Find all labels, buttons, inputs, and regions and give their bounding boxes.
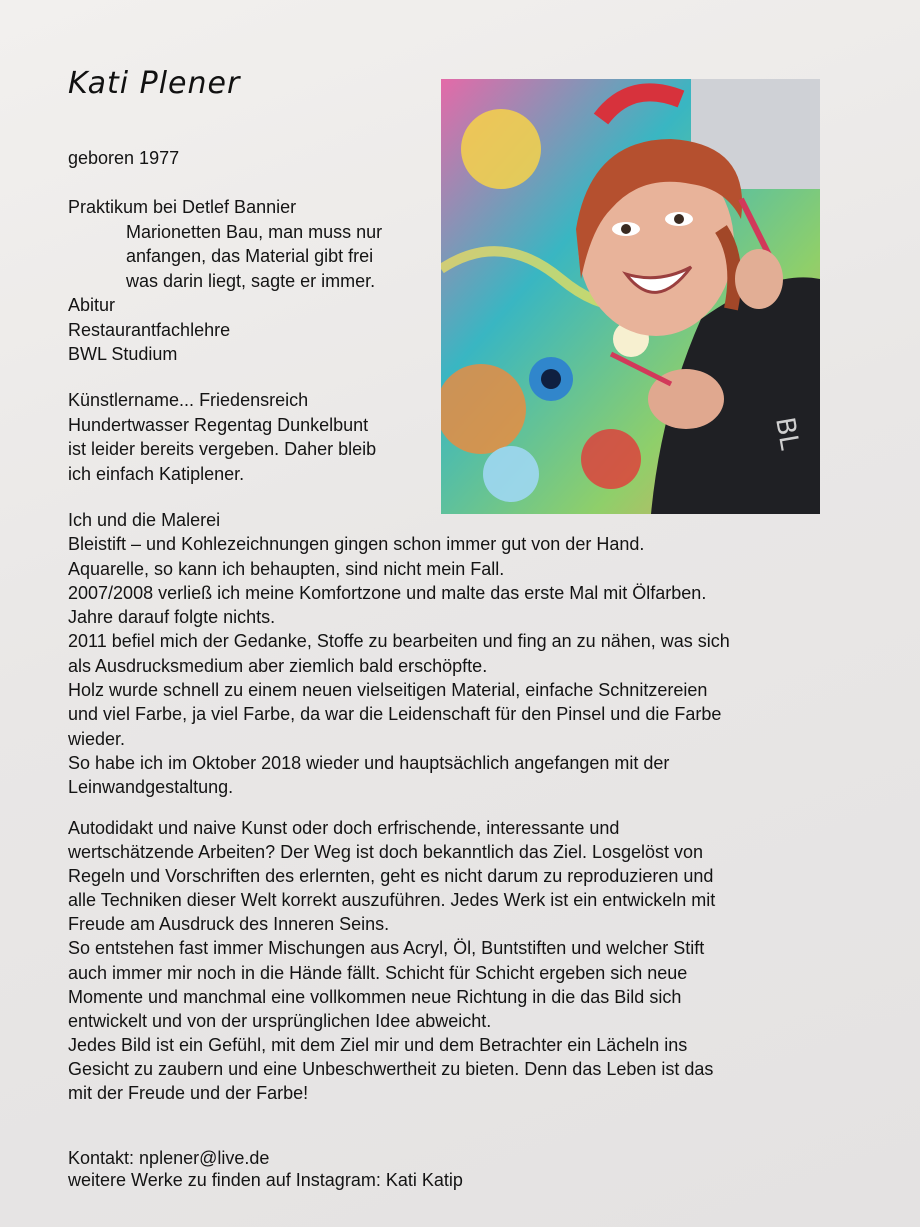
painting-line: Leinwandgestaltung. [68, 777, 234, 798]
quote-line: Marionetten Bau, man muss nur [126, 221, 383, 242]
career-section [68, 195, 448, 367]
career-item: Restaurantfachlehre [68, 319, 231, 340]
style-line: Momente und manchmal eine vollkommen neue Richtung in die das Bild sich [68, 986, 682, 1007]
portrait-illustration [441, 79, 820, 514]
painting-line: und viel Farbe, ja viel Farbe, da war die Leidenschaft für den Pinsel und die Farbe [68, 704, 722, 725]
quote-line: anfangen, das Material gibt frei [126, 246, 374, 266]
style-line: Gesicht zu zaubern und eine Unbeschwertheit zu bieten. Denn das Leben ist das [68, 1058, 714, 1079]
painting-line: Jahre darauf folgte nichts. [68, 607, 276, 628]
style-line: Jedes Bild ist ein Gefühl, mit dem Ziel mir und dem Betrachter ein Lächeln ins [68, 1034, 688, 1055]
painting-line: 2011 befiel mich der Gedanke, Stoffe zu bearbeiten und fing an zu nähen, was sich [68, 631, 730, 652]
artist-name-line: Hundertwasser Regentag Dunkelbunt [68, 414, 369, 435]
style-line: mit der Freude und der Farbe! [68, 1083, 309, 1104]
contact-section [68, 1147, 463, 1191]
quote-line: was darin liegt, sagte er immer. [126, 270, 376, 291]
portrait-photo [441, 79, 820, 514]
page-title: Kati Plener [68, 66, 241, 101]
artist-name-section [68, 388, 438, 486]
style-line: Regeln und Vorschriften des erlernten, geht es nicht darum zu reproduzieren und [68, 866, 714, 887]
style-line: entwickelt und von der ursprünglichen Idee abweicht. [68, 1010, 492, 1031]
birth-year-text: geboren 1977 [68, 148, 180, 168]
contact-instagram-line: weitere Werke zu finden auf Instagram: Kati Katip [68, 1170, 463, 1190]
style-line: Freude am Ausdruck des Inneren Seins. [68, 914, 390, 935]
contact-email-line: Kontakt: nplener@live.de [68, 1148, 270, 1168]
career-item: BWL Studium [68, 344, 178, 364]
painting-line: Holz wurde schnell zu einem neuen vielseitigen Material, einfache Schnitzereien [68, 680, 708, 701]
painting-line: So habe ich im Oktober 2018 wieder und hauptsächlich angefangen mit der [68, 752, 670, 773]
painting-line: Bleistift – und Kohlezeichnungen gingen schon immer gut von der Hand. [68, 534, 645, 555]
painting-line: Aquarelle, so kann ich behaupten, sind nicht mein Fall. [68, 558, 505, 579]
style-line: wertschätzende Arbeiten? Der Weg ist doch bekanntlich das Ziel. Losgelöst von [68, 842, 704, 863]
style-line: alle Techniken dieser Welt korrekt auszuführen. Jedes Werk ist ein entwickeln mit [68, 890, 716, 911]
painting-section [68, 508, 848, 800]
svg-text:BL: BL [769, 415, 805, 453]
style-line: auch immer mir noch in die Hände fällt. Schicht für Schicht ergeben sich neue [68, 962, 688, 983]
painting-line: 2007/2008 verließ ich meine Komfortzone und malte das erste Mal mit Ölfarben. [68, 582, 707, 603]
painting-line: wieder. [68, 728, 126, 749]
style-line: Autodidakt und naive Kunst oder doch erfrischende, interessante und [68, 818, 620, 838]
style-section [68, 816, 848, 1105]
artist-name-line: ist leider bereits vergeben. Daher bleib [68, 439, 377, 459]
career-item: Abitur [68, 295, 116, 315]
style-line: So entstehen fast immer Mischungen aus Acryl, Öl, Buntstiften und welcher Stift [68, 938, 705, 959]
artist-name-line: ich einfach Katiplener. [68, 463, 245, 484]
painting-line: als Ausdrucksmedium aber ziemlich bald erschöpfte. [68, 655, 488, 676]
artist-name-line: Künstlername... Friedensreich [68, 390, 309, 410]
painting-line: Ich und die Malerei [68, 510, 221, 530]
internship-line: Praktikum bei Detlef Bannier [68, 197, 297, 217]
